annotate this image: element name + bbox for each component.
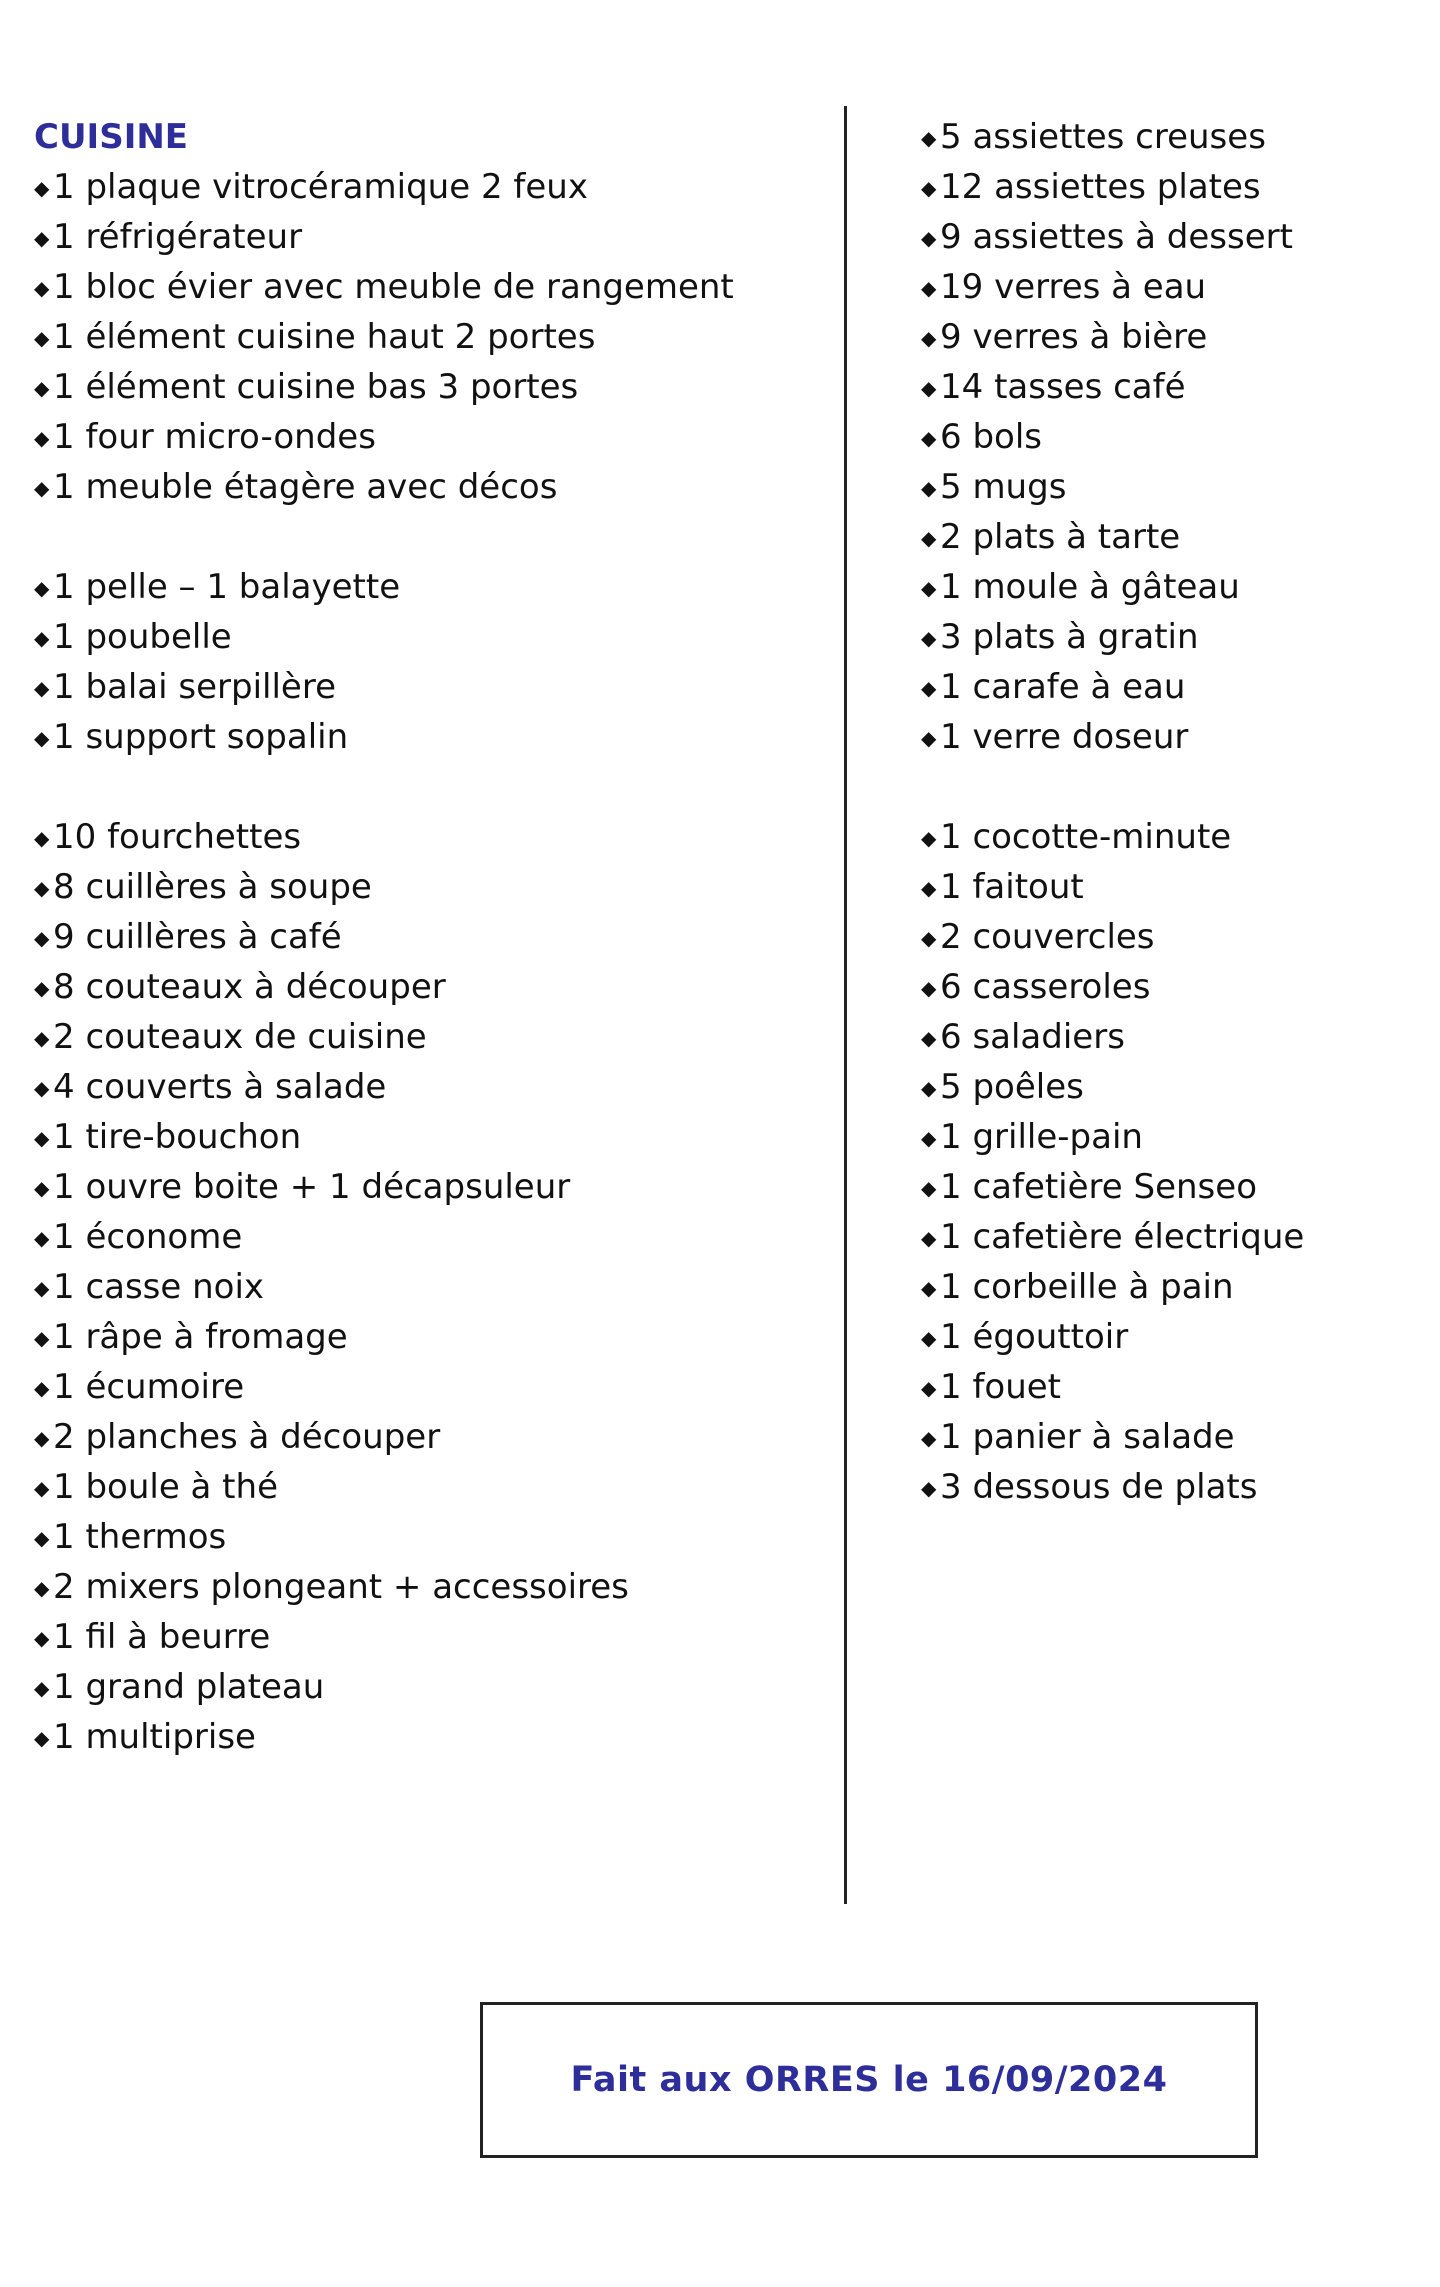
inventory-item xyxy=(34,1512,814,1562)
inventory-item xyxy=(34,1462,814,1512)
inventory-item-label: 3 dessous de plats xyxy=(940,1467,1258,1507)
inventory-item-label: 1 grille-pain xyxy=(940,1117,1143,1157)
inventory-item-label: 4 couverts à salade xyxy=(53,1067,387,1107)
inventory-item-label: 1 égouttoir xyxy=(940,1317,1129,1357)
diamond-bullet-icon: ◆ xyxy=(921,826,937,850)
diamond-bullet-icon: ◆ xyxy=(34,1126,50,1150)
inventory-item-label: 1 support sopalin xyxy=(53,717,349,757)
inventory-item-label: 1 grand plateau xyxy=(53,1667,325,1707)
diamond-bullet-icon: ◆ xyxy=(921,1226,937,1250)
diamond-bullet-icon: ◆ xyxy=(921,1476,937,1500)
inventory-item-label: 3 plats à gratin xyxy=(940,617,1199,657)
diamond-bullet-icon: ◆ xyxy=(34,176,50,200)
diamond-bullet-icon: ◆ xyxy=(921,626,937,650)
inventory-item-label: 1 plaque vitrocéramique 2 feux xyxy=(53,167,588,207)
inventory-item xyxy=(921,112,1421,162)
diamond-bullet-icon: ◆ xyxy=(34,1626,50,1650)
diamond-bullet-icon: ◆ xyxy=(34,1176,50,1200)
inventory-item xyxy=(921,1262,1421,1312)
inventory-item xyxy=(34,1212,814,1262)
inventory-item-label: 6 casseroles xyxy=(940,967,1151,1007)
inventory-item xyxy=(921,412,1421,462)
column-divider xyxy=(844,106,847,1904)
blank-spacer xyxy=(34,762,814,812)
inventory-item xyxy=(34,1562,814,1612)
diamond-bullet-icon: ◆ xyxy=(921,526,937,550)
inventory-item-label: 9 verres à bière xyxy=(940,317,1208,357)
diamond-bullet-icon: ◆ xyxy=(921,576,937,600)
diamond-bullet-icon: ◆ xyxy=(921,1426,937,1450)
diamond-bullet-icon: ◆ xyxy=(34,576,50,600)
inventory-right-column xyxy=(921,112,1421,1512)
inventory-item-label: 1 ouvre boite + 1 décapsuleur xyxy=(53,1167,571,1207)
inventory-item xyxy=(921,1362,1421,1412)
signature-box xyxy=(480,2002,1258,2158)
diamond-bullet-icon: ◆ xyxy=(34,926,50,950)
inventory-item xyxy=(34,1412,814,1462)
diamond-bullet-icon: ◆ xyxy=(34,1076,50,1100)
inventory-item xyxy=(34,462,814,512)
inventory-item-label: 6 bols xyxy=(940,417,1042,457)
diamond-bullet-icon: ◆ xyxy=(921,1126,937,1150)
diamond-bullet-icon: ◆ xyxy=(34,626,50,650)
inventory-item xyxy=(921,612,1421,662)
diamond-bullet-icon: ◆ xyxy=(921,1176,937,1200)
diamond-bullet-icon: ◆ xyxy=(921,1326,937,1350)
inventory-item xyxy=(34,612,814,662)
blank-spacer xyxy=(34,512,814,562)
inventory-item-label: 1 carafe à eau xyxy=(940,667,1186,707)
inventory-item xyxy=(34,962,814,1012)
inventory-item xyxy=(921,1112,1421,1162)
inventory-item xyxy=(34,412,814,462)
inventory-item-label: 1 tire-bouchon xyxy=(53,1117,302,1157)
diamond-bullet-icon: ◆ xyxy=(34,376,50,400)
diamond-bullet-icon: ◆ xyxy=(921,176,937,200)
inventory-item xyxy=(34,1312,814,1362)
inventory-item-label: 1 boule à thé xyxy=(53,1467,278,1507)
diamond-bullet-icon: ◆ xyxy=(34,676,50,700)
inventory-item xyxy=(34,162,814,212)
inventory-item xyxy=(34,1712,814,1762)
inventory-item-label: 5 mugs xyxy=(940,467,1067,507)
inventory-item-label: 2 couvercles xyxy=(940,917,1155,957)
inventory-item-label: 2 plats à tarte xyxy=(940,517,1181,557)
inventory-item-label: 1 élément cuisine haut 2 portes xyxy=(53,317,596,357)
diamond-bullet-icon: ◆ xyxy=(921,1376,937,1400)
diamond-bullet-icon: ◆ xyxy=(921,676,937,700)
inventory-item-label: 1 four micro-ondes xyxy=(53,417,376,457)
inventory-item-label: 5 poêles xyxy=(940,1067,1084,1107)
inventory-item xyxy=(921,1012,1421,1062)
inventory-item-label: 5 assiettes creuses xyxy=(940,117,1266,157)
inventory-item xyxy=(921,1412,1421,1462)
inventory-item-label: 1 moule à gâteau xyxy=(940,567,1240,607)
inventory-item xyxy=(34,1112,814,1162)
inventory-item-label: 1 fouet xyxy=(940,1367,1062,1407)
diamond-bullet-icon: ◆ xyxy=(34,826,50,850)
diamond-bullet-icon: ◆ xyxy=(34,1276,50,1300)
inventory-item xyxy=(921,1162,1421,1212)
inventory-item-label: 6 saladiers xyxy=(940,1017,1125,1057)
inventory-item xyxy=(34,1662,814,1712)
diamond-bullet-icon: ◆ xyxy=(34,1676,50,1700)
inventory-item xyxy=(921,1462,1421,1512)
inventory-item-label: 2 mixers plongeant + accessoires xyxy=(53,1567,629,1607)
diamond-bullet-icon: ◆ xyxy=(34,426,50,450)
inventory-item-label: 1 râpe à fromage xyxy=(53,1317,348,1357)
diamond-bullet-icon: ◆ xyxy=(921,376,937,400)
inventory-item xyxy=(921,212,1421,262)
inventory-item xyxy=(34,1062,814,1112)
inventory-item xyxy=(34,812,814,862)
inventory-item-label: 8 couteaux à découper xyxy=(53,967,446,1007)
inventory-item-label: 1 casse noix xyxy=(53,1267,265,1307)
diamond-bullet-icon: ◆ xyxy=(34,326,50,350)
inventory-item xyxy=(921,712,1421,762)
inventory-item xyxy=(921,262,1421,312)
inventory-item-label: 12 assiettes plates xyxy=(940,167,1261,207)
inventory-item-label: 1 économe xyxy=(53,1217,243,1257)
diamond-bullet-icon: ◆ xyxy=(34,1226,50,1250)
inventory-item xyxy=(34,1162,814,1212)
diamond-bullet-icon: ◆ xyxy=(921,1026,937,1050)
inventory-item-label: 1 multiprise xyxy=(53,1717,256,1757)
diamond-bullet-icon: ◆ xyxy=(34,1576,50,1600)
inventory-item-label: 1 thermos xyxy=(53,1517,227,1557)
inventory-item-label: 10 fourchettes xyxy=(53,817,302,857)
diamond-bullet-icon: ◆ xyxy=(34,276,50,300)
inventory-item xyxy=(921,512,1421,562)
diamond-bullet-icon: ◆ xyxy=(34,1376,50,1400)
inventory-item xyxy=(921,962,1421,1012)
inventory-item xyxy=(921,162,1421,212)
inventory-item-label: 1 corbeille à pain xyxy=(940,1267,1234,1307)
diamond-bullet-icon: ◆ xyxy=(921,426,937,450)
inventory-item xyxy=(34,1012,814,1062)
diamond-bullet-icon: ◆ xyxy=(34,726,50,750)
inventory-item-label: 2 planches à découper xyxy=(53,1417,441,1457)
diamond-bullet-icon: ◆ xyxy=(34,1326,50,1350)
inventory-item xyxy=(921,1212,1421,1262)
blank-spacer xyxy=(921,762,1421,812)
inventory-item-label: 1 poubelle xyxy=(53,617,232,657)
inventory-item xyxy=(921,312,1421,362)
inventory-item xyxy=(34,712,814,762)
inventory-item xyxy=(921,912,1421,962)
inventory-item-label: 1 élément cuisine bas 3 portes xyxy=(53,367,579,407)
diamond-bullet-icon: ◆ xyxy=(921,1076,937,1100)
inventory-item-label: 1 cocotte-minute xyxy=(940,817,1232,857)
inventory-item xyxy=(34,262,814,312)
inventory-item xyxy=(921,1312,1421,1362)
inventory-item xyxy=(921,662,1421,712)
inventory-item-label: 1 panier à salade xyxy=(940,1417,1235,1457)
diamond-bullet-icon: ◆ xyxy=(921,926,937,950)
inventory-item xyxy=(921,812,1421,862)
diamond-bullet-icon: ◆ xyxy=(34,876,50,900)
diamond-bullet-icon: ◆ xyxy=(921,976,937,1000)
diamond-bullet-icon: ◆ xyxy=(34,476,50,500)
diamond-bullet-icon: ◆ xyxy=(34,226,50,250)
inventory-item xyxy=(34,862,814,912)
inventory-item xyxy=(34,312,814,362)
inventory-item xyxy=(921,562,1421,612)
inventory-item xyxy=(921,1062,1421,1112)
signature-text: Fait aux ORRES le 16/09/2024 xyxy=(570,2060,1168,2100)
inventory-left-column xyxy=(34,112,814,1762)
inventory-item xyxy=(921,462,1421,512)
inventory-item xyxy=(34,562,814,612)
inventory-item-label: 1 bloc évier avec meuble de rangement xyxy=(53,267,734,307)
diamond-bullet-icon: ◆ xyxy=(921,226,937,250)
diamond-bullet-icon: ◆ xyxy=(34,976,50,1000)
inventory-item-label: 1 cafetière Senseo xyxy=(940,1167,1257,1207)
inventory-item-label: 8 cuillères à soupe xyxy=(53,867,372,907)
diamond-bullet-icon: ◆ xyxy=(34,1526,50,1550)
inventory-item-label: 9 assiettes à dessert xyxy=(940,217,1293,257)
diamond-bullet-icon: ◆ xyxy=(921,276,937,300)
inventory-item xyxy=(34,362,814,412)
diamond-bullet-icon: ◆ xyxy=(921,1276,937,1300)
inventory-item-label: 1 balai serpillère xyxy=(53,667,336,707)
inventory-item-label: 1 réfrigérateur xyxy=(53,217,303,257)
diamond-bullet-icon: ◆ xyxy=(921,876,937,900)
inventory-item xyxy=(921,362,1421,412)
inventory-item-label: 1 pelle – 1 balayette xyxy=(53,567,401,607)
section-heading-cuisine: CUISINE xyxy=(34,117,189,157)
inventory-item xyxy=(34,1612,814,1662)
inventory-item-label: 1 fil à beurre xyxy=(53,1617,271,1657)
inventory-item-label: 1 faitout xyxy=(940,867,1084,907)
diamond-bullet-icon: ◆ xyxy=(921,476,937,500)
inventory-item xyxy=(921,862,1421,912)
inventory-item-label: 1 verre doseur xyxy=(940,717,1189,757)
inventory-item xyxy=(34,662,814,712)
inventory-item-label: 14 tasses café xyxy=(940,367,1186,407)
inventory-item xyxy=(34,1362,814,1412)
inventory-item-label: 9 cuillères à café xyxy=(53,917,342,957)
diamond-bullet-icon: ◆ xyxy=(34,1476,50,1500)
inventory-item-label: 19 verres à eau xyxy=(940,267,1207,307)
diamond-bullet-icon: ◆ xyxy=(34,1426,50,1450)
inventory-item xyxy=(34,212,814,262)
inventory-item-label: 1 meuble étagère avec décos xyxy=(53,467,558,507)
inventory-item-label: 1 écumoire xyxy=(53,1367,245,1407)
inventory-item xyxy=(34,912,814,962)
diamond-bullet-icon: ◆ xyxy=(34,1026,50,1050)
diamond-bullet-icon: ◆ xyxy=(34,1726,50,1750)
diamond-bullet-icon: ◆ xyxy=(921,126,937,150)
inventory-item xyxy=(34,1262,814,1312)
inventory-item-label: 2 couteaux de cuisine xyxy=(53,1017,427,1057)
diamond-bullet-icon: ◆ xyxy=(921,326,937,350)
diamond-bullet-icon: ◆ xyxy=(921,726,937,750)
inventory-item-label: 1 cafetière électrique xyxy=(940,1217,1305,1257)
